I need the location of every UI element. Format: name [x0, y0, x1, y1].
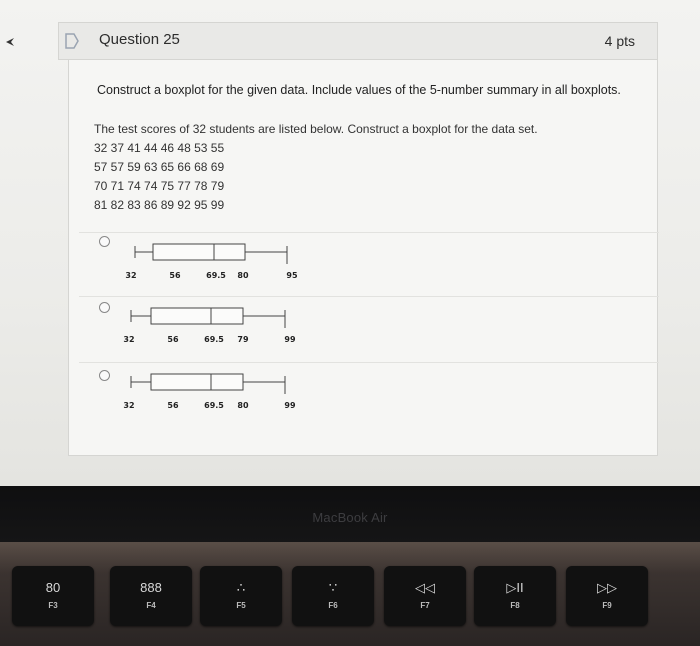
question-header — [58, 22, 658, 60]
summary-label: 32 — [123, 335, 135, 344]
key-f7[interactable] — [384, 566, 466, 626]
boxplot-option-a — [109, 232, 369, 292]
launchpad-icon: 888 — [140, 580, 162, 595]
pointer-icon — [6, 38, 14, 46]
box-iqr — [153, 244, 245, 260]
data-row: 57 57 59 63 65 66 68 69 — [94, 160, 225, 174]
key-f3[interactable] — [12, 566, 94, 626]
answer-option-a[interactable] — [79, 232, 659, 302]
summary-label: 56 — [167, 401, 179, 410]
data-intro: The test scores of 32 students are listed below. Construct a boxplot for the data set. — [94, 122, 538, 136]
rewind-icon: ◁◁ — [415, 580, 435, 595]
summary-label: 95 — [286, 271, 298, 280]
keyboard — [0, 542, 700, 646]
data-row: 70 71 74 74 75 77 78 79 — [94, 179, 225, 193]
summary-label: 32 — [123, 401, 135, 410]
summary-label: 32 — [125, 271, 137, 280]
flag-question-icon[interactable] — [64, 32, 80, 50]
key-label: F7 — [420, 601, 430, 610]
fast-forward-icon: ▷▷ — [597, 580, 617, 595]
summary-label: 99 — [284, 401, 296, 410]
summary-label: 79 — [237, 335, 249, 344]
laptop-bezel — [0, 486, 700, 542]
answer-option-c[interactable] — [79, 362, 659, 432]
answer-option-b[interactable] — [79, 296, 659, 366]
data-set — [94, 120, 538, 215]
keyboard-backlight-down-icon: ∴ — [236, 580, 246, 595]
play-pause-icon: ▷II — [506, 580, 524, 595]
data-row: 81 82 83 86 89 92 95 99 — [94, 198, 225, 212]
summary-label: 56 — [169, 271, 181, 280]
boxplot-option-c — [109, 362, 369, 422]
key-label: F5 — [236, 601, 246, 610]
key-label: F6 — [328, 601, 338, 610]
summary-label: 69.5 — [204, 335, 224, 344]
summary-label: 56 — [167, 335, 179, 344]
summary-label: 80 — [237, 271, 249, 280]
data-row: 32 37 41 44 46 48 53 55 — [94, 141, 225, 155]
boxplot-option-b — [109, 296, 369, 356]
question-body — [68, 60, 658, 456]
question-instructions: Construct a boxplot for the given data. Include values of the 5-number summary in all boxplots. — [97, 83, 621, 97]
question-points: 4 pts — [604, 33, 635, 49]
key-f6[interactable] — [292, 566, 374, 626]
box-iqr — [151, 308, 243, 324]
summary-label: 69.5 — [204, 401, 224, 410]
summary-label: 99 — [284, 335, 296, 344]
key-f9[interactable] — [566, 566, 648, 626]
summary-label: 80 — [237, 401, 249, 410]
key-label: F3 — [48, 601, 58, 610]
laptop-brand: MacBook Air — [312, 510, 388, 525]
key-f8[interactable] — [474, 566, 556, 626]
key-label: F8 — [510, 601, 520, 610]
key-f5[interactable] — [200, 566, 282, 626]
box-iqr — [151, 374, 243, 390]
keyboard-backlight-up-icon: ∵ — [328, 580, 338, 595]
key-f4[interactable] — [110, 566, 192, 626]
key-label: F4 — [146, 601, 156, 610]
mission-control-icon: 80 — [45, 580, 61, 595]
question-title: Question 25 — [99, 31, 180, 48]
summary-label: 69.5 — [206, 271, 226, 280]
key-label: F9 — [602, 601, 612, 610]
